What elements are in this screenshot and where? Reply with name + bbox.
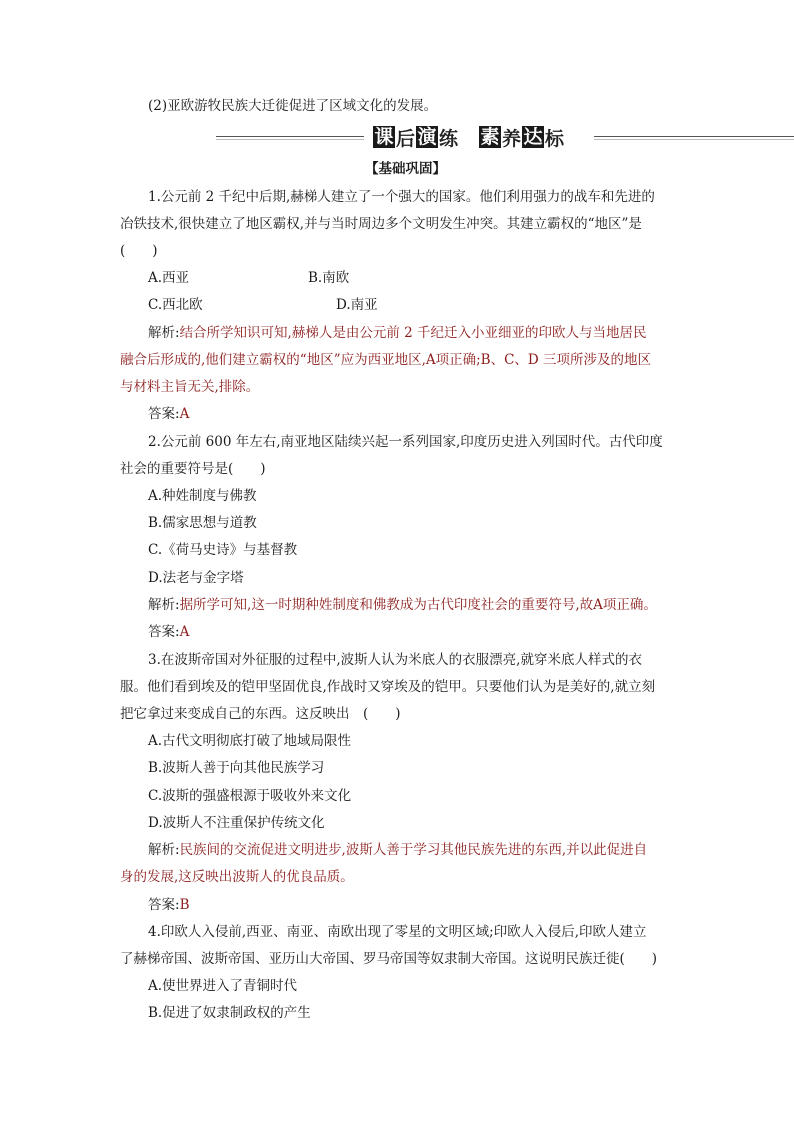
q2-option-b: B.儒家思想与道教 [148,515,257,531]
q3-explanation-line1: 解析:民族间的交流促进文明进步,波斯人善于学习其他民族先进的东西,并以此促进自 [148,842,648,858]
q3-answer: 答案:B [148,897,190,913]
section-banner [0,124,794,150]
q1-stem-line3: ( ) [120,243,158,259]
q3-stem-line2: 服。他们看到埃及的铠甲坚固优良,作战时又穿埃及的铠甲。只要他们认为是美好的,就立刻 [120,679,656,695]
q1-stem-line1: 1.公元前 2 千纪中后期,赫梯人建立了一个强大的国家。他们利用强力的战车和先进的 [148,189,655,205]
q2-stem-line2: 社会的重要符号是( ) [120,461,266,477]
q1-explanation-line2: 融合后形成的,他们建立霸权的“地区”应为西亚地区,A项正确;B、C、D 三项所涉及的地区 [120,352,652,368]
q1-option-b: B.南欧 [308,270,350,286]
q2-option-c: C.《荷马史诗》与基督教 [148,542,298,558]
section-heading: 【基础巩固】 [365,161,446,177]
q1-option-c: C.西北欧 [148,297,203,313]
q1-answer: 答案:A [148,406,190,422]
q4-stem-line1: 4.印欧人入侵前,西亚、南亚、南欧出现了零星的文明区域;印欧人入侵后,印欧人建立 [148,924,647,940]
q2-option-d: D.法老与金字塔 [148,570,244,586]
q1-explanation-line1: 解析:结合所学知识可知,赫梯人是由公元前 2 千纪迁入小亚细亚的印欧人与当地居民 [148,325,647,341]
intro-text: (2)亚欧游牧民族大迁徙促进了区域文化的发展。 [148,98,438,114]
q1-stem-line2: 冶铁技术,很快建立了地区霸权,并与当时周边多个文明发生冲突。其建立霸权的“地区”是 [120,216,642,232]
q4-option-a: A.使世界进入了青铜时代 [148,978,298,994]
banner-rule-left [216,136,364,140]
q2-explanation-line1: 解析:据所学可知,这一时期种姓制度和佛教成为古代印度社会的重要符号,故A项正确。 [148,597,657,613]
q2-answer: 答案:A [148,624,190,640]
q3-stem-line3: 把它拿过来变成自己的东西。这反映出 ( ) [120,706,401,722]
q3-option-a: A.古代文明彻底打破了地域局限性 [148,733,352,749]
q1-explanation-line3: 与材料主旨无关,排除。 [120,379,260,395]
q3-option-b: B.波斯人善于向其他民族学习 [148,760,325,776]
q1-option-d: D.南亚 [336,297,378,313]
q4-option-b: B.促进了奴隶制政权的产生 [148,1005,311,1021]
q3-option-c: C.波斯的强盛根源于吸收外来文化 [148,788,352,804]
banner-rule-right [594,136,794,140]
q3-stem-line1: 3.在波斯帝国对外征服的过程中,波斯人认为米底人的衣服漂亮,就穿米底人样式的衣 [148,652,642,668]
q2-stem-line1: 2.公元前 600 年左右,南亚地区陆续兴起一系列国家,印度历史进入列国时代。古代印度 [148,434,663,450]
q3-explanation-line2: 身的发展,这反映出波斯人的优良品质。 [120,869,354,885]
q1-option-a: A.西亚 [148,270,190,286]
q4-stem-line2: 了赫梯帝国、波斯帝国、亚历山大帝国、罗马帝国等奴隶制大帝国。这说明民族迁徙( ) [120,951,658,967]
q3-option-d: D.波斯人不注重保护传统文化 [148,815,325,831]
banner-title: 课 后 演 练 素 养 达 标 [374,126,565,150]
q2-option-a: A.种姓制度与佛教 [148,488,257,504]
